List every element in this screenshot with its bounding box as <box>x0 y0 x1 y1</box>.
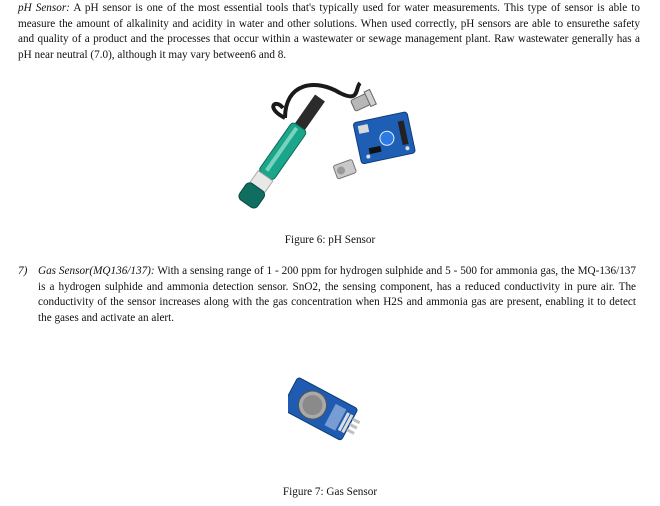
figure-7-caption: Figure 7: Gas Sensor <box>282 486 378 498</box>
ph-sensor-term: pH Sensor: <box>18 2 70 14</box>
ph-sensor-text: A pH sensor is one of the most essential tools that's typically used for water measurements. This type of sensor is able to measure the amount of alkalinity and acidity in water and other solutions. When used correctly, pH sensors are able to ensurethe safety and quality of a product and the processes that occur within a wastewater or sewage management plant. Raw wastewater generally has a pH near neutral (7.0), although it may vary between6 and 8. <box>18 2 640 61</box>
gas-sensor-paragraph <box>38 264 636 326</box>
ph-sensor-image <box>225 78 425 228</box>
gas-sensor-term: Gas Sensor(MQ136/137): <box>38 265 155 277</box>
gas-sensor-image <box>288 362 378 442</box>
ph-sensor-paragraph <box>18 1 640 63</box>
gas-sensor-text: With a sensing range of 1 - 200 ppm for hydrogen sulphide and 5 - 500 for ammonia gas, the MQ-136/137 is a hydrogen sulphide and ammonia detection sensor. SnO2, the sensing component, has a reduced conductivity in pure air. The conductivity of the sensor increases along with the gas concentration when H2S and ammonia gas are present, enabling it to detect the gases and activate an alert. <box>38 265 636 324</box>
figure-6-caption: Figure 6: pH Sensor <box>284 234 376 246</box>
section-number: 7) <box>18 265 28 277</box>
